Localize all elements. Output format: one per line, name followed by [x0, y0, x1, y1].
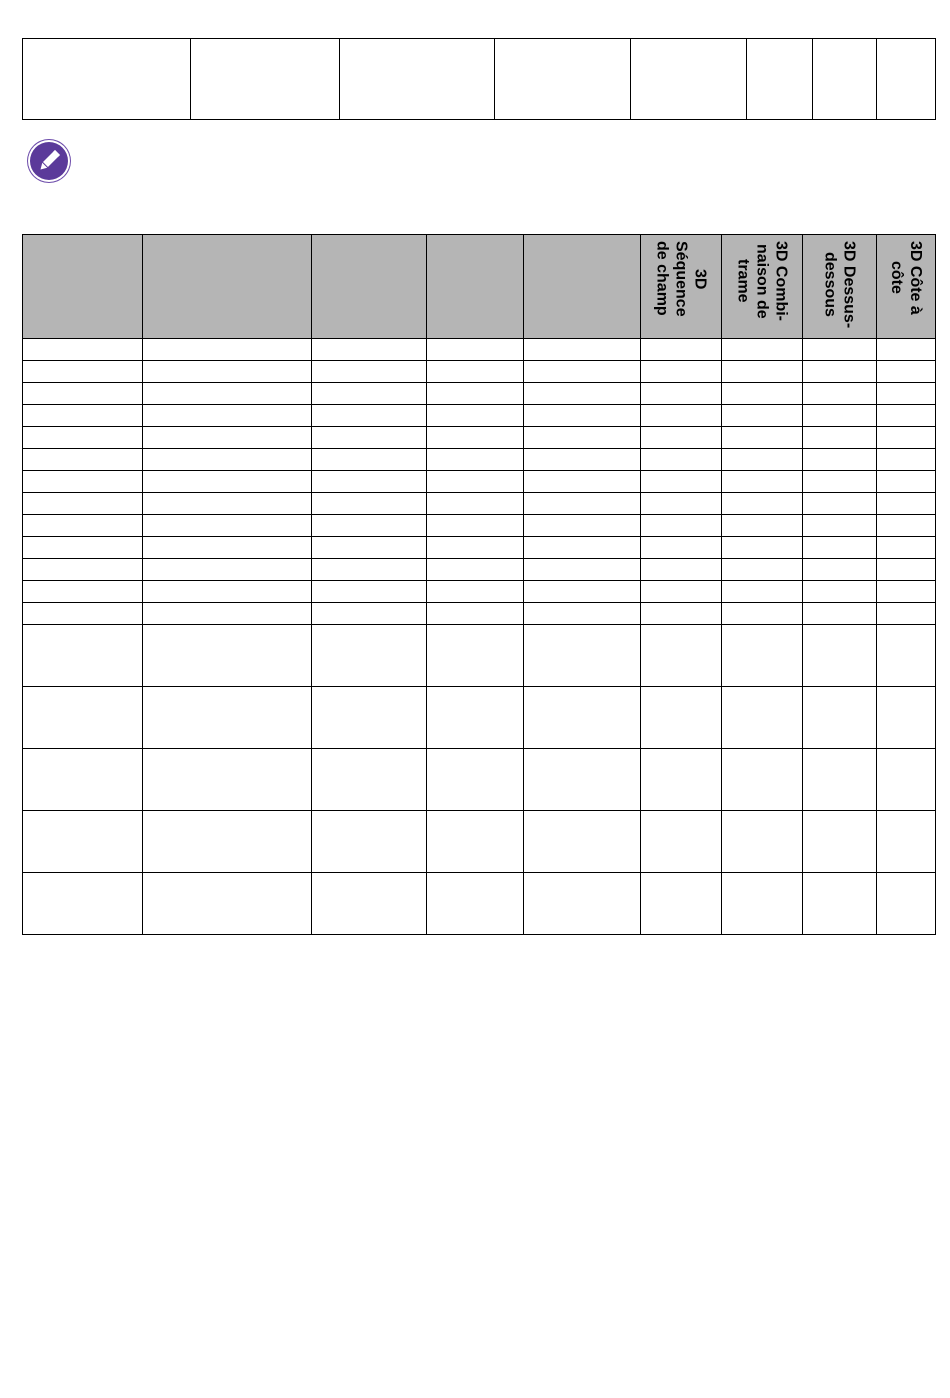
table-cell: [722, 515, 803, 537]
table-cell: [524, 687, 641, 749]
table-cell: [143, 537, 312, 559]
table-cell: [877, 449, 936, 471]
table-cell: [23, 449, 143, 471]
table-cell: [312, 405, 427, 427]
table-cell: [524, 471, 641, 493]
table-cell: [877, 581, 936, 603]
table-cell: [23, 427, 143, 449]
table-cell: [524, 537, 641, 559]
table-row: [23, 339, 936, 361]
table-cell: [722, 537, 803, 559]
table-cell: [877, 383, 936, 405]
table-cell: [631, 39, 747, 120]
table-cell: [877, 873, 936, 935]
table-cell: [524, 559, 641, 581]
table-cell: [803, 559, 877, 581]
table-cell: [23, 383, 143, 405]
header-3d-top-bottom: [803, 235, 877, 339]
table-cell: [803, 603, 877, 625]
table-cell: [143, 383, 312, 405]
table-cell: [143, 427, 312, 449]
table-cell: [143, 493, 312, 515]
table-cell: [312, 687, 427, 749]
table-row: [23, 471, 936, 493]
table-cell: [803, 515, 877, 537]
header-cell: [524, 235, 641, 339]
header-3d-side-by-side: [877, 235, 936, 339]
table-cell: [143, 581, 312, 603]
table-row: [23, 449, 936, 471]
table-cell: [877, 339, 936, 361]
table-cell: [722, 427, 803, 449]
table-cell: [427, 405, 524, 427]
table-cell: [877, 493, 936, 515]
table-cell: [877, 361, 936, 383]
table-cell: [427, 687, 524, 749]
table-cell: [524, 581, 641, 603]
header-cell: [23, 235, 143, 339]
table-cell: [722, 603, 803, 625]
table-cell: [641, 427, 722, 449]
table-cell: [803, 361, 877, 383]
table-cell: [803, 749, 877, 811]
table-row: [23, 515, 936, 537]
table-cell: [877, 427, 936, 449]
table-cell: [143, 361, 312, 383]
pencil-icon: [28, 140, 70, 182]
table-cell: [427, 515, 524, 537]
table-cell: [312, 873, 427, 935]
table-cell: [641, 537, 722, 559]
table-cell: [427, 811, 524, 873]
table-cell: [803, 687, 877, 749]
table-cell: [427, 603, 524, 625]
table-cell: [23, 361, 143, 383]
table-cell: [427, 559, 524, 581]
table-cell: [427, 339, 524, 361]
table-cell: [803, 339, 877, 361]
table-cell: [641, 383, 722, 405]
table-cell: [340, 39, 495, 120]
header-label: 3D Combi- naison de trame: [734, 241, 790, 321]
table-cell: [813, 39, 877, 120]
table-cell: [524, 873, 641, 935]
table-cell: [143, 471, 312, 493]
table-cell: [143, 405, 312, 427]
table-row: [23, 39, 936, 120]
table-cell: [524, 603, 641, 625]
header-label: 3D Dessus- dessous: [821, 241, 858, 329]
table-cell: [23, 339, 143, 361]
table-cell: [427, 383, 524, 405]
table-cell: [641, 873, 722, 935]
table-cell: [524, 361, 641, 383]
table-cell: [312, 383, 427, 405]
table-cell: [803, 471, 877, 493]
table-cell: [722, 559, 803, 581]
table-cell: [312, 559, 427, 581]
table-cell: [23, 873, 143, 935]
table-cell: [877, 559, 936, 581]
table-cell: [143, 625, 312, 687]
table-cell: [803, 427, 877, 449]
table-cell: [427, 449, 524, 471]
table-cell: [23, 749, 143, 811]
table-cell: [312, 537, 427, 559]
table-cell: [143, 811, 312, 873]
table-cell: [23, 405, 143, 427]
table-cell: [524, 515, 641, 537]
table-row: [23, 873, 936, 935]
table-cell: [877, 811, 936, 873]
table-cell: [312, 339, 427, 361]
table-cell: [641, 581, 722, 603]
table-cell: [641, 449, 722, 471]
table-row: [23, 749, 936, 811]
table-cell: [524, 749, 641, 811]
table-cell: [641, 625, 722, 687]
table-cell: [23, 39, 191, 120]
table-cell: [427, 427, 524, 449]
table-cell: [23, 559, 143, 581]
table-cell: [722, 873, 803, 935]
table-cell: [722, 449, 803, 471]
table-cell: [143, 339, 312, 361]
table-cell: [23, 471, 143, 493]
table-cell: [524, 449, 641, 471]
table-cell: [524, 811, 641, 873]
table-cell: [191, 39, 340, 120]
table-cell: [803, 873, 877, 935]
table-cell: [722, 361, 803, 383]
table-row: [23, 405, 936, 427]
table-cell: [641, 339, 722, 361]
table-cell: [312, 603, 427, 625]
table-cell: [722, 581, 803, 603]
table-row: [23, 811, 936, 873]
table-cell: [427, 361, 524, 383]
table-cell: [722, 471, 803, 493]
table-cell: [23, 515, 143, 537]
table-cell: [722, 687, 803, 749]
table-cell: [641, 603, 722, 625]
table-cell: [722, 405, 803, 427]
table-cell: [143, 687, 312, 749]
table-cell: [427, 873, 524, 935]
table-cell: [641, 471, 722, 493]
table-cell: [143, 749, 312, 811]
table-cell: [641, 749, 722, 811]
table-cell: [524, 625, 641, 687]
table-cell: [641, 493, 722, 515]
table-cell: [641, 687, 722, 749]
table-cell: [803, 537, 877, 559]
header-3d-field-sequential: [641, 235, 722, 339]
table-row: [23, 625, 936, 687]
table-cell: [803, 581, 877, 603]
table-row: [23, 537, 936, 559]
table-cell: [877, 625, 936, 687]
compatibility-table: [22, 234, 936, 935]
table-row: [23, 361, 936, 383]
table-cell: [803, 449, 877, 471]
top-table: [22, 38, 936, 120]
table-row: [23, 383, 936, 405]
table-cell: [427, 493, 524, 515]
table-cell: [803, 405, 877, 427]
table-cell: [312, 493, 427, 515]
table-cell: [524, 427, 641, 449]
table-row: [23, 427, 936, 449]
table-row: [23, 687, 936, 749]
table-cell: [427, 625, 524, 687]
table-cell: [524, 405, 641, 427]
table-cell: [312, 581, 427, 603]
header-cell: [312, 235, 427, 339]
table-cell: [524, 383, 641, 405]
table-cell: [722, 339, 803, 361]
table-cell: [23, 603, 143, 625]
table-cell: [23, 537, 143, 559]
table-cell: [23, 811, 143, 873]
table-cell: [877, 687, 936, 749]
table-cell: [747, 39, 813, 120]
table-cell: [143, 449, 312, 471]
table-cell: [877, 603, 936, 625]
table-cell: [877, 405, 936, 427]
table-cell: [312, 361, 427, 383]
table-cell: [877, 537, 936, 559]
table-cell: [722, 811, 803, 873]
table-cell: [495, 39, 631, 120]
header-label: 3D Côte à côte: [888, 241, 924, 315]
table-cell: [312, 515, 427, 537]
table-cell: [143, 873, 312, 935]
table-cell: [143, 559, 312, 581]
table-cell: [312, 449, 427, 471]
table-row: [23, 603, 936, 625]
table-cell: [23, 625, 143, 687]
table-cell: [641, 515, 722, 537]
table-row: [23, 493, 936, 515]
table-cell: [803, 383, 877, 405]
table-cell: [877, 39, 936, 120]
header-cell: [427, 235, 524, 339]
table-cell: [877, 471, 936, 493]
table-cell: [23, 493, 143, 515]
table-cell: [312, 749, 427, 811]
table-cell: [877, 515, 936, 537]
table-cell: [641, 811, 722, 873]
table-cell: [427, 581, 524, 603]
header-3d-frame-packing: [722, 235, 803, 339]
table-cell: [524, 493, 641, 515]
table-cell: [143, 515, 312, 537]
table-cell: [427, 471, 524, 493]
table-cell: [641, 405, 722, 427]
table-header-row: [23, 235, 936, 339]
table-cell: [722, 625, 803, 687]
table-row: [23, 559, 936, 581]
table-cell: [312, 471, 427, 493]
table-cell: [143, 603, 312, 625]
table-cell: [524, 339, 641, 361]
table-cell: [803, 811, 877, 873]
table-cell: [427, 749, 524, 811]
table-cell: [312, 811, 427, 873]
table-cell: [722, 749, 803, 811]
table-cell: [803, 625, 877, 687]
table-cell: [312, 625, 427, 687]
table-cell: [641, 361, 722, 383]
table-cell: [722, 493, 803, 515]
table-cell: [641, 559, 722, 581]
table-cell: [312, 427, 427, 449]
table-body: [23, 339, 936, 935]
table-cell: [803, 493, 877, 515]
header-label: 3D Séquence de champ: [653, 241, 709, 317]
table-cell: [23, 581, 143, 603]
table-cell: [427, 537, 524, 559]
table-cell: [722, 383, 803, 405]
table-cell: [23, 687, 143, 749]
table-cell: [877, 749, 936, 811]
table-row: [23, 581, 936, 603]
header-cell: [143, 235, 312, 339]
